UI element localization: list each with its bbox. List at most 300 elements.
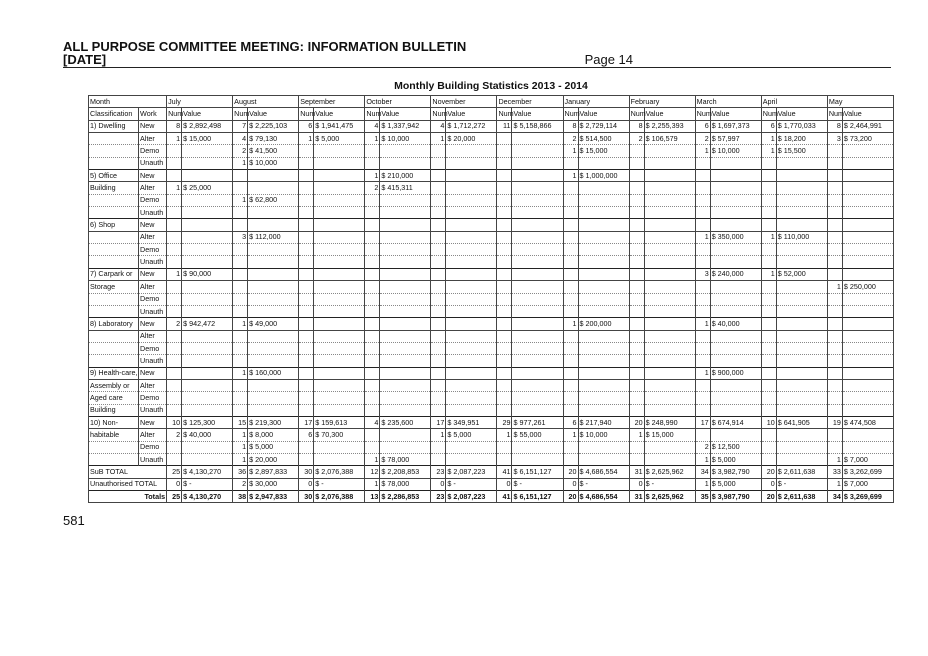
num-cell (629, 207, 644, 219)
value-cell: $ 217,940 (578, 416, 629, 428)
num-cell (167, 367, 182, 379)
value-cell (314, 182, 365, 194)
num-header: Num (233, 108, 248, 120)
num-cell: 1 (431, 133, 446, 145)
value-cell (380, 293, 431, 305)
num-cell (563, 207, 578, 219)
num-cell (563, 231, 578, 243)
subtotal-row-label: SuB TOTAL (89, 466, 167, 478)
classification-cell (89, 157, 139, 169)
value-cell (842, 207, 893, 219)
value-cell (776, 207, 827, 219)
num-cell: 6 (299, 120, 314, 132)
num-cell: 1 (761, 145, 776, 157)
num-cell: 8 (167, 120, 182, 132)
value-cell: $ 18,200 (776, 133, 827, 145)
value-cell (446, 355, 497, 367)
table-row (89, 157, 894, 169)
value-cell (314, 441, 365, 453)
value-cell (182, 330, 233, 342)
num-cell (563, 219, 578, 231)
num-cell (365, 429, 380, 441)
num-cell: 20 (629, 416, 644, 428)
classification-cell (89, 330, 139, 342)
value-cell (182, 170, 233, 182)
value-cell: $ 641,905 (776, 416, 827, 428)
value-cell: $ - (578, 478, 629, 490)
num-cell: 6 (695, 120, 710, 132)
value-cell (512, 293, 563, 305)
value-cell: $ 674,914 (710, 416, 761, 428)
value-cell: $ 125,300 (182, 416, 233, 428)
num-cell (761, 182, 776, 194)
value-cell: $ 514,500 (578, 133, 629, 145)
num-cell: 8 (629, 120, 644, 132)
num-cell (431, 318, 446, 330)
value-cell (248, 404, 299, 416)
num-cell (695, 182, 710, 194)
value-cell (380, 441, 431, 453)
value-cell: $ 30,000 (248, 478, 299, 490)
num-cell (365, 256, 380, 268)
num-cell (629, 318, 644, 330)
value-cell (182, 441, 233, 453)
num-cell (497, 392, 512, 404)
num-cell (761, 281, 776, 293)
num-cell: 1 (233, 157, 248, 169)
num-cell (497, 441, 512, 453)
value-cell: $ 200,000 (578, 318, 629, 330)
table-row (89, 416, 894, 428)
value-cell (776, 305, 827, 317)
num-cell (827, 145, 842, 157)
num-cell: 1 (629, 429, 644, 441)
value-cell (842, 157, 893, 169)
num-cell (695, 281, 710, 293)
value-cell (182, 207, 233, 219)
value-cell (644, 330, 695, 342)
num-cell: 1 (167, 133, 182, 145)
value-cell: $ 350,000 (710, 231, 761, 243)
value-cell (578, 268, 629, 280)
value-cell (446, 207, 497, 219)
value-cell: $ 248,990 (644, 416, 695, 428)
num-cell (695, 170, 710, 182)
num-cell (629, 281, 644, 293)
num-cell (431, 145, 446, 157)
num-cell (233, 392, 248, 404)
month-header: September (299, 96, 365, 108)
num-cell (365, 342, 380, 354)
num-cell (761, 392, 776, 404)
value-cell (578, 207, 629, 219)
value-cell (446, 182, 497, 194)
num-cell: 1 (431, 429, 446, 441)
classification-cell (89, 293, 139, 305)
work-cell: Alter (139, 182, 167, 194)
value-cell (380, 318, 431, 330)
value-cell (446, 330, 497, 342)
classification-header: Classification (89, 108, 139, 120)
num-cell: 1 (695, 478, 710, 490)
num-cell (629, 355, 644, 367)
num-cell: 17 (695, 416, 710, 428)
num-cell: 1 (299, 133, 314, 145)
num-cell (431, 453, 446, 465)
classification-cell: 1) Dwelling (89, 120, 139, 132)
table-row (89, 453, 894, 465)
month-header: October (365, 96, 431, 108)
value-cell: $ 5,000 (314, 133, 365, 145)
num-cell: 23 (431, 491, 446, 503)
value-cell (578, 355, 629, 367)
classification-cell: 5) Office (89, 170, 139, 182)
month-header-row (89, 96, 894, 108)
num-cell (497, 207, 512, 219)
value-cell (248, 305, 299, 317)
num-cell (167, 244, 182, 256)
value-cell: $ 8,000 (248, 429, 299, 441)
value-cell (512, 330, 563, 342)
num-cell (827, 367, 842, 379)
value-cell: $ 73,200 (842, 133, 893, 145)
num-cell: 1 (827, 281, 842, 293)
value-cell (314, 268, 365, 280)
num-cell: 2 (167, 429, 182, 441)
totals-row-label: Totals (89, 491, 167, 503)
value-cell (842, 293, 893, 305)
num-cell (167, 392, 182, 404)
num-cell: 12 (365, 466, 380, 478)
work-cell: Demo (139, 145, 167, 157)
value-cell (578, 157, 629, 169)
value-header: Value (182, 108, 233, 120)
num-cell (827, 182, 842, 194)
value-cell (842, 305, 893, 317)
value-cell (182, 293, 233, 305)
value-cell (776, 318, 827, 330)
value-cell (710, 305, 761, 317)
value-cell (314, 194, 365, 206)
value-cell (380, 268, 431, 280)
header-row (63, 53, 891, 68)
num-cell (497, 256, 512, 268)
num-cell (299, 342, 314, 354)
value-cell: $ 159,613 (314, 416, 365, 428)
value-cell (710, 429, 761, 441)
table-row (89, 293, 894, 305)
value-cell (512, 379, 563, 391)
num-cell (563, 305, 578, 317)
column-header-row (89, 108, 894, 120)
classification-cell: 8) Laboratory (89, 318, 139, 330)
num-cell: 10 (761, 416, 776, 428)
num-cell (695, 379, 710, 391)
num-cell (629, 268, 644, 280)
num-cell (299, 194, 314, 206)
num-cell (761, 318, 776, 330)
value-cell (182, 231, 233, 243)
num-cell (695, 429, 710, 441)
num-cell (629, 256, 644, 268)
num-cell (167, 170, 182, 182)
num-cell (695, 207, 710, 219)
num-cell (629, 330, 644, 342)
num-cell (761, 293, 776, 305)
num-cell (167, 231, 182, 243)
value-cell (644, 170, 695, 182)
num-cell (497, 268, 512, 280)
table-row (89, 256, 894, 268)
num-cell (431, 219, 446, 231)
num-cell (497, 182, 512, 194)
num-cell (233, 355, 248, 367)
value-cell: $ 112,000 (248, 231, 299, 243)
num-cell (365, 355, 380, 367)
num-cell (563, 268, 578, 280)
num-cell (497, 342, 512, 354)
num-cell (299, 231, 314, 243)
work-cell: Unauth (139, 453, 167, 465)
value-cell: $ 106,579 (644, 133, 695, 145)
value-cell: $ 160,000 (248, 367, 299, 379)
num-header: Num (431, 108, 446, 120)
num-cell (629, 231, 644, 243)
value-cell (314, 453, 365, 465)
num-cell (299, 281, 314, 293)
value-cell (512, 367, 563, 379)
month-header-label: Month (89, 96, 167, 108)
value-cell: $ 2,729,114 (578, 120, 629, 132)
value-cell (578, 281, 629, 293)
value-cell: $ 52,000 (776, 268, 827, 280)
value-cell (842, 182, 893, 194)
num-cell (563, 367, 578, 379)
table-row (89, 318, 894, 330)
value-cell (842, 367, 893, 379)
num-cell: 29 (497, 416, 512, 428)
num-cell: 0 (629, 478, 644, 490)
work-cell: Demo (139, 342, 167, 354)
value-cell (446, 157, 497, 169)
value-cell (710, 355, 761, 367)
num-cell (299, 157, 314, 169)
num-cell: 17 (431, 416, 446, 428)
value-cell (710, 392, 761, 404)
value-cell (512, 392, 563, 404)
num-cell: 1 (233, 194, 248, 206)
num-cell: 1 (365, 170, 380, 182)
value-cell: $ 5,000 (710, 453, 761, 465)
value-cell (710, 256, 761, 268)
value-cell: $ 900,000 (710, 367, 761, 379)
value-cell: $ 2,286,853 (380, 491, 431, 503)
value-cell (314, 231, 365, 243)
value-cell: $ 235,600 (380, 416, 431, 428)
work-cell: Unauth (139, 404, 167, 416)
num-cell (365, 441, 380, 453)
num-cell (431, 207, 446, 219)
value-cell (776, 342, 827, 354)
value-cell: $ 10,000 (710, 145, 761, 157)
work-cell: Alter (139, 133, 167, 145)
num-cell: 0 (761, 478, 776, 490)
num-cell: 20 (563, 491, 578, 503)
value-cell (248, 256, 299, 268)
num-cell: 1 (233, 453, 248, 465)
value-cell (314, 145, 365, 157)
value-cell (842, 318, 893, 330)
value-cell (710, 342, 761, 354)
value-cell: $ 2,087,223 (446, 491, 497, 503)
value-cell (248, 207, 299, 219)
value-cell: $ 12,500 (710, 441, 761, 453)
value-cell (248, 182, 299, 194)
classification-cell (89, 133, 139, 145)
value-cell (776, 182, 827, 194)
num-cell (431, 379, 446, 391)
value-cell (578, 367, 629, 379)
num-cell (365, 392, 380, 404)
num-cell: 1 (365, 453, 380, 465)
num-cell (695, 157, 710, 169)
value-cell (380, 305, 431, 317)
value-cell (380, 367, 431, 379)
value-cell (380, 256, 431, 268)
num-cell: 30 (299, 466, 314, 478)
value-cell: $ 4,130,270 (182, 491, 233, 503)
value-cell (644, 404, 695, 416)
work-cell: Alter (139, 429, 167, 441)
table-row (89, 367, 894, 379)
num-cell (827, 231, 842, 243)
num-cell: 31 (629, 466, 644, 478)
num-cell (299, 355, 314, 367)
num-cell (827, 305, 842, 317)
num-cell (629, 342, 644, 354)
num-cell (167, 219, 182, 231)
value-cell (578, 244, 629, 256)
num-cell (431, 244, 446, 256)
value-cell (578, 453, 629, 465)
value-cell (842, 330, 893, 342)
value-cell (710, 219, 761, 231)
value-cell (512, 342, 563, 354)
work-cell: Unauth (139, 355, 167, 367)
value-cell (512, 268, 563, 280)
value-cell (776, 281, 827, 293)
num-cell (761, 157, 776, 169)
value-cell: $ 2,625,962 (644, 491, 695, 503)
num-cell (629, 170, 644, 182)
value-cell: $ 78,000 (380, 478, 431, 490)
value-header: Value (248, 108, 299, 120)
num-cell (233, 305, 248, 317)
num-cell (299, 219, 314, 231)
num-cell: 0 (563, 478, 578, 490)
num-header: Num (761, 108, 776, 120)
num-cell (563, 281, 578, 293)
num-cell: 1 (827, 478, 842, 490)
classification-cell (89, 244, 139, 256)
num-cell: 20 (761, 491, 776, 503)
num-cell: 4 (431, 120, 446, 132)
value-cell: $ 90,000 (182, 268, 233, 280)
value-cell (380, 207, 431, 219)
num-cell (563, 330, 578, 342)
value-cell: $ 3,982,790 (710, 466, 761, 478)
num-cell (167, 404, 182, 416)
num-header: Num (299, 108, 314, 120)
num-cell: 36 (233, 466, 248, 478)
num-cell (299, 379, 314, 391)
value-cell (644, 441, 695, 453)
num-cell (167, 453, 182, 465)
value-cell (776, 453, 827, 465)
num-cell (431, 293, 446, 305)
value-cell: $ - (182, 478, 233, 490)
value-cell: $ 2,947,833 (248, 491, 299, 503)
value-cell (182, 256, 233, 268)
work-cell: Demo (139, 293, 167, 305)
value-cell (776, 244, 827, 256)
num-cell: 1 (497, 429, 512, 441)
num-cell (233, 281, 248, 293)
value-cell (314, 330, 365, 342)
building-statistics-table (88, 95, 894, 503)
value-cell: $ 3,262,699 (842, 466, 893, 478)
num-header: Num (827, 108, 842, 120)
num-cell (431, 342, 446, 354)
value-cell: $ 2,255,393 (644, 120, 695, 132)
num-cell (629, 305, 644, 317)
value-cell: $ 1,941,475 (314, 120, 365, 132)
num-cell (497, 281, 512, 293)
table-row (89, 404, 894, 416)
num-header: Num (497, 108, 512, 120)
work-header: Work (139, 108, 167, 120)
value-cell: $ - (644, 478, 695, 490)
num-cell (365, 379, 380, 391)
value-cell: $ 4,686,554 (578, 491, 629, 503)
value-cell (314, 355, 365, 367)
num-cell (695, 355, 710, 367)
num-cell: 1 (761, 268, 776, 280)
num-cell (365, 194, 380, 206)
value-cell (842, 219, 893, 231)
value-cell (380, 342, 431, 354)
num-cell: 8 (563, 120, 578, 132)
num-cell: 1 (233, 367, 248, 379)
num-cell (233, 379, 248, 391)
num-cell (233, 268, 248, 280)
num-header: Num (167, 108, 182, 120)
num-cell (299, 170, 314, 182)
num-cell: 25 (167, 491, 182, 503)
value-cell: $ 62,800 (248, 194, 299, 206)
value-cell (710, 293, 761, 305)
value-cell (446, 392, 497, 404)
num-cell (629, 404, 644, 416)
value-cell (776, 429, 827, 441)
num-cell (761, 342, 776, 354)
bulletin-title: ALL PURPOSE COMMITTEE MEETING: INFORMATION BULLETIN (63, 39, 467, 54)
classification-cell (89, 207, 139, 219)
num-cell: 0 (167, 478, 182, 490)
value-cell: $ 2,897,833 (248, 466, 299, 478)
value-cell (512, 145, 563, 157)
value-cell (644, 293, 695, 305)
